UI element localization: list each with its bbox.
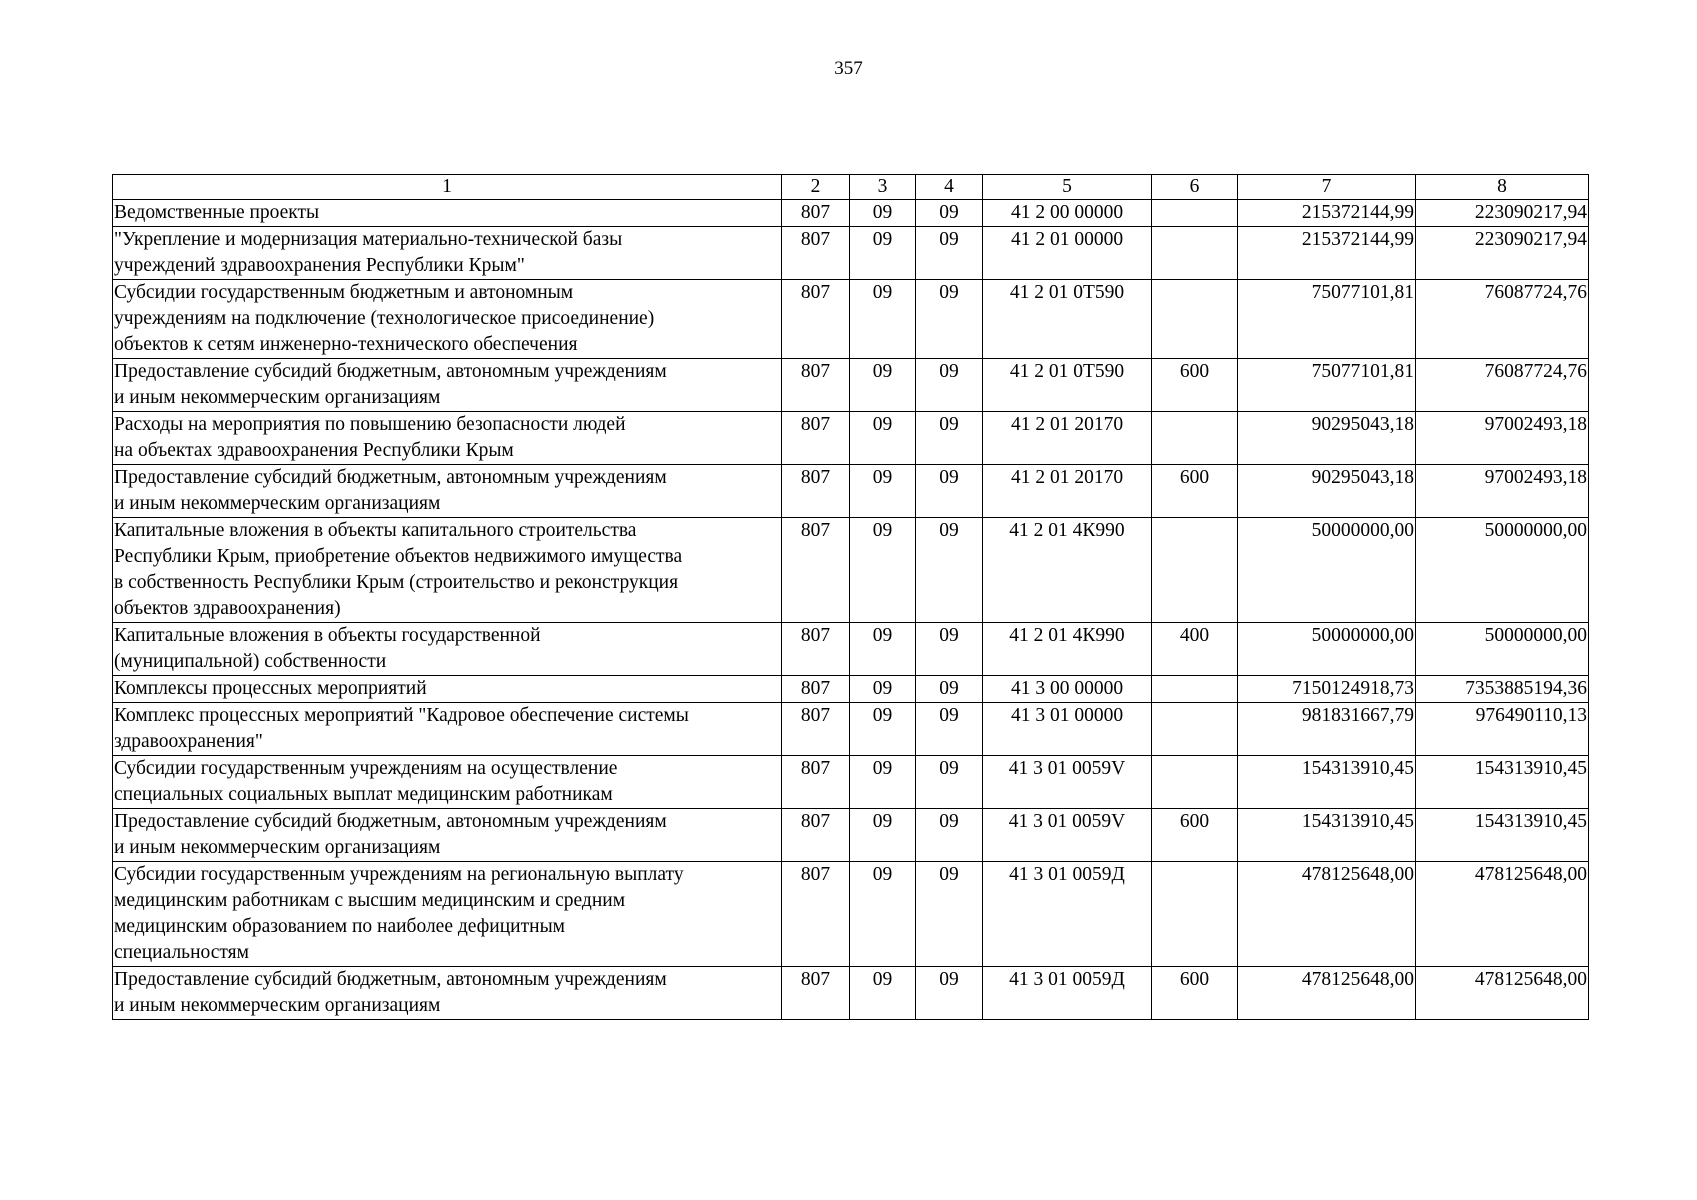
header-cell-7: 7 bbox=[1238, 175, 1416, 200]
header-cell-6: 6 bbox=[1152, 175, 1238, 200]
target-article-cell: 41 2 01 20170 bbox=[983, 465, 1152, 518]
amount-col8-cell: 154313910,45 bbox=[1416, 756, 1589, 809]
target-article-cell: 41 2 01 0Т590 bbox=[983, 359, 1152, 412]
amount-col7-cell: 478125648,00 bbox=[1238, 967, 1416, 1020]
item-name-cell: Комплексы процессных мероприятий bbox=[113, 676, 782, 703]
budget-table bbox=[112, 174, 1589, 1020]
subsection-code-cell: 09 bbox=[916, 227, 983, 280]
table-body bbox=[113, 200, 1589, 1020]
section-code-cell: 09 bbox=[850, 412, 916, 465]
gr-code-cell: 807 bbox=[782, 967, 850, 1020]
gr-code-cell: 807 bbox=[782, 359, 850, 412]
item-name-cell: "Укрепление и модернизация материально-технической базы учреждений здравоохранения Республики Крым" bbox=[113, 227, 782, 280]
target-article-cell: 41 2 01 00000 bbox=[983, 227, 1152, 280]
section-code-cell: 09 bbox=[850, 862, 916, 967]
target-article-cell: 41 3 01 0059V bbox=[983, 756, 1152, 809]
item-name-cell: Предоставление субсидий бюджетным, автономным учреждениям и иным некоммерческим организациям bbox=[113, 809, 782, 862]
amount-col8-cell: 478125648,00 bbox=[1416, 967, 1589, 1020]
expense-type-cell bbox=[1152, 200, 1238, 227]
table-row bbox=[113, 280, 1589, 359]
section-code-cell: 09 bbox=[850, 623, 916, 676]
gr-code-cell: 807 bbox=[782, 703, 850, 756]
amount-col7-cell: 7150124918,73 bbox=[1238, 676, 1416, 703]
item-name-cell: Капитальные вложения в объекты государственной (муниципальной) собственности bbox=[113, 623, 782, 676]
gr-code-cell: 807 bbox=[782, 862, 850, 967]
gr-code-cell: 807 bbox=[782, 518, 850, 623]
amount-col8-cell: 154313910,45 bbox=[1416, 809, 1589, 862]
gr-code-cell: 807 bbox=[782, 465, 850, 518]
subsection-code-cell: 09 bbox=[916, 200, 983, 227]
item-name-cell: Предоставление субсидий бюджетным, автономным учреждениям и иным некоммерческим организациям bbox=[113, 465, 782, 518]
amount-col8-cell: 97002493,18 bbox=[1416, 465, 1589, 518]
header-row bbox=[113, 175, 1589, 200]
subsection-code-cell: 09 bbox=[916, 967, 983, 1020]
target-article-cell: 41 3 00 00000 bbox=[983, 676, 1152, 703]
header-cell-3: 3 bbox=[850, 175, 916, 200]
gr-code-cell: 807 bbox=[782, 280, 850, 359]
table-row bbox=[113, 465, 1589, 518]
expense-type-cell bbox=[1152, 703, 1238, 756]
amount-col7-cell: 50000000,00 bbox=[1238, 623, 1416, 676]
amount-col7-cell: 75077101,81 bbox=[1238, 280, 1416, 359]
table-row bbox=[113, 227, 1589, 280]
table-row bbox=[113, 862, 1589, 967]
expense-type-cell: 600 bbox=[1152, 359, 1238, 412]
amount-col8-cell: 50000000,00 bbox=[1416, 623, 1589, 676]
target-article-cell: 41 2 01 4К990 bbox=[983, 518, 1152, 623]
target-article-cell: 41 2 01 20170 bbox=[983, 412, 1152, 465]
item-name-cell: Ведомственные проекты bbox=[113, 200, 782, 227]
expense-type-cell: 600 bbox=[1152, 967, 1238, 1020]
amount-col8-cell: 76087724,76 bbox=[1416, 359, 1589, 412]
subsection-code-cell: 09 bbox=[916, 412, 983, 465]
subsection-code-cell: 09 bbox=[916, 465, 983, 518]
table-row bbox=[113, 200, 1589, 227]
amount-col7-cell: 75077101,81 bbox=[1238, 359, 1416, 412]
expense-type-cell bbox=[1152, 676, 1238, 703]
table-row bbox=[113, 412, 1589, 465]
amount-col7-cell: 215372144,99 bbox=[1238, 227, 1416, 280]
expense-type-cell: 600 bbox=[1152, 465, 1238, 518]
amount-col8-cell: 478125648,00 bbox=[1416, 862, 1589, 967]
gr-code-cell: 807 bbox=[782, 756, 850, 809]
expense-type-cell: 400 bbox=[1152, 623, 1238, 676]
table-row bbox=[113, 623, 1589, 676]
amount-col7-cell: 90295043,18 bbox=[1238, 412, 1416, 465]
section-code-cell: 09 bbox=[850, 359, 916, 412]
subsection-code-cell: 09 bbox=[916, 703, 983, 756]
gr-code-cell: 807 bbox=[782, 412, 850, 465]
header-cell-1: 1 bbox=[113, 175, 782, 200]
gr-code-cell: 807 bbox=[782, 809, 850, 862]
table-row bbox=[113, 756, 1589, 809]
amount-col7-cell: 154313910,45 bbox=[1238, 809, 1416, 862]
table-row bbox=[113, 967, 1589, 1020]
table-row bbox=[113, 676, 1589, 703]
table-row bbox=[113, 518, 1589, 623]
item-name-cell: Капитальные вложения в объекты капитального строительства Республики Крым, приобретение объектов недвижимого имущества в собственность Республики Крым (строительство и реконструкция объектов здравоохранения) bbox=[113, 518, 782, 623]
target-article-cell: 41 2 01 0Т590 bbox=[983, 280, 1152, 359]
section-code-cell: 09 bbox=[850, 703, 916, 756]
page-number: 357 bbox=[834, 58, 863, 79]
section-code-cell: 09 bbox=[850, 809, 916, 862]
section-code-cell: 09 bbox=[850, 200, 916, 227]
item-name-cell: Субсидии государственным бюджетным и автономным учреждениям на подключение (технологическое присоединение) объектов к сетям инженерно-технического обеспечения bbox=[113, 280, 782, 359]
header-cell-4: 4 bbox=[916, 175, 983, 200]
header-cell-2: 2 bbox=[782, 175, 850, 200]
amount-col8-cell: 976490110,13 bbox=[1416, 703, 1589, 756]
expense-type-cell bbox=[1152, 227, 1238, 280]
amount-col8-cell: 50000000,00 bbox=[1416, 518, 1589, 623]
item-name-cell: Расходы на мероприятия по повышению безопасности людей на объектах здравоохранения Республики Крым bbox=[113, 412, 782, 465]
amount-col8-cell: 76087724,76 bbox=[1416, 280, 1589, 359]
amount-col8-cell: 223090217,94 bbox=[1416, 200, 1589, 227]
amount-col7-cell: 478125648,00 bbox=[1238, 862, 1416, 967]
expense-type-cell: 600 bbox=[1152, 809, 1238, 862]
section-code-cell: 09 bbox=[850, 280, 916, 359]
section-code-cell: 09 bbox=[850, 756, 916, 809]
expense-type-cell bbox=[1152, 280, 1238, 359]
expense-type-cell bbox=[1152, 862, 1238, 967]
amount-col7-cell: 50000000,00 bbox=[1238, 518, 1416, 623]
amount-col8-cell: 97002493,18 bbox=[1416, 412, 1589, 465]
section-code-cell: 09 bbox=[850, 227, 916, 280]
subsection-code-cell: 09 bbox=[916, 676, 983, 703]
item-name-cell: Комплекс процессных мероприятий "Кадровое обеспечение системы здравоохранения" bbox=[113, 703, 782, 756]
target-article-cell: 41 3 01 0059Д bbox=[983, 862, 1152, 967]
subsection-code-cell: 09 bbox=[916, 280, 983, 359]
item-name-cell: Субсидии государственным учреждениям на региональную выплату медицинским работникам с высшим медицинским и средним медицинским образованием по наиболее дефицитным специальностям bbox=[113, 862, 782, 967]
header-cell-5: 5 bbox=[983, 175, 1152, 200]
expense-type-cell bbox=[1152, 756, 1238, 809]
table-row bbox=[113, 703, 1589, 756]
item-name-cell: Предоставление субсидий бюджетным, автономным учреждениям и иным некоммерческим организациям bbox=[113, 967, 782, 1020]
amount-col7-cell: 981831667,79 bbox=[1238, 703, 1416, 756]
amount-col7-cell: 90295043,18 bbox=[1238, 465, 1416, 518]
amount-col8-cell: 7353885194,36 bbox=[1416, 676, 1589, 703]
gr-code-cell: 807 bbox=[782, 623, 850, 676]
item-name-cell: Субсидии государственным учреждениям на осуществление специальных социальных выплат медицинским работникам bbox=[113, 756, 782, 809]
target-article-cell: 41 3 01 00000 bbox=[983, 703, 1152, 756]
amount-col7-cell: 154313910,45 bbox=[1238, 756, 1416, 809]
amount-col8-cell: 223090217,94 bbox=[1416, 227, 1589, 280]
header-cell-8: 8 bbox=[1416, 175, 1589, 200]
section-code-cell: 09 bbox=[850, 676, 916, 703]
subsection-code-cell: 09 bbox=[916, 359, 983, 412]
target-article-cell: 41 3 01 0059V bbox=[983, 809, 1152, 862]
section-code-cell: 09 bbox=[850, 465, 916, 518]
expense-type-cell bbox=[1152, 412, 1238, 465]
subsection-code-cell: 09 bbox=[916, 756, 983, 809]
subsection-code-cell: 09 bbox=[916, 809, 983, 862]
subsection-code-cell: 09 bbox=[916, 623, 983, 676]
gr-code-cell: 807 bbox=[782, 227, 850, 280]
target-article-cell: 41 2 00 00000 bbox=[983, 200, 1152, 227]
section-code-cell: 09 bbox=[850, 518, 916, 623]
item-name-cell: Предоставление субсидий бюджетным, автономным учреждениям и иным некоммерческим организациям bbox=[113, 359, 782, 412]
table-row bbox=[113, 809, 1589, 862]
target-article-cell: 41 2 01 4К990 bbox=[983, 623, 1152, 676]
subsection-code-cell: 09 bbox=[916, 862, 983, 967]
expense-type-cell bbox=[1152, 518, 1238, 623]
gr-code-cell: 807 bbox=[782, 676, 850, 703]
gr-code-cell: 807 bbox=[782, 200, 850, 227]
subsection-code-cell: 09 bbox=[916, 518, 983, 623]
amount-col7-cell: 215372144,99 bbox=[1238, 200, 1416, 227]
table-row bbox=[113, 359, 1589, 412]
target-article-cell: 41 3 01 0059Д bbox=[983, 967, 1152, 1020]
section-code-cell: 09 bbox=[850, 967, 916, 1020]
